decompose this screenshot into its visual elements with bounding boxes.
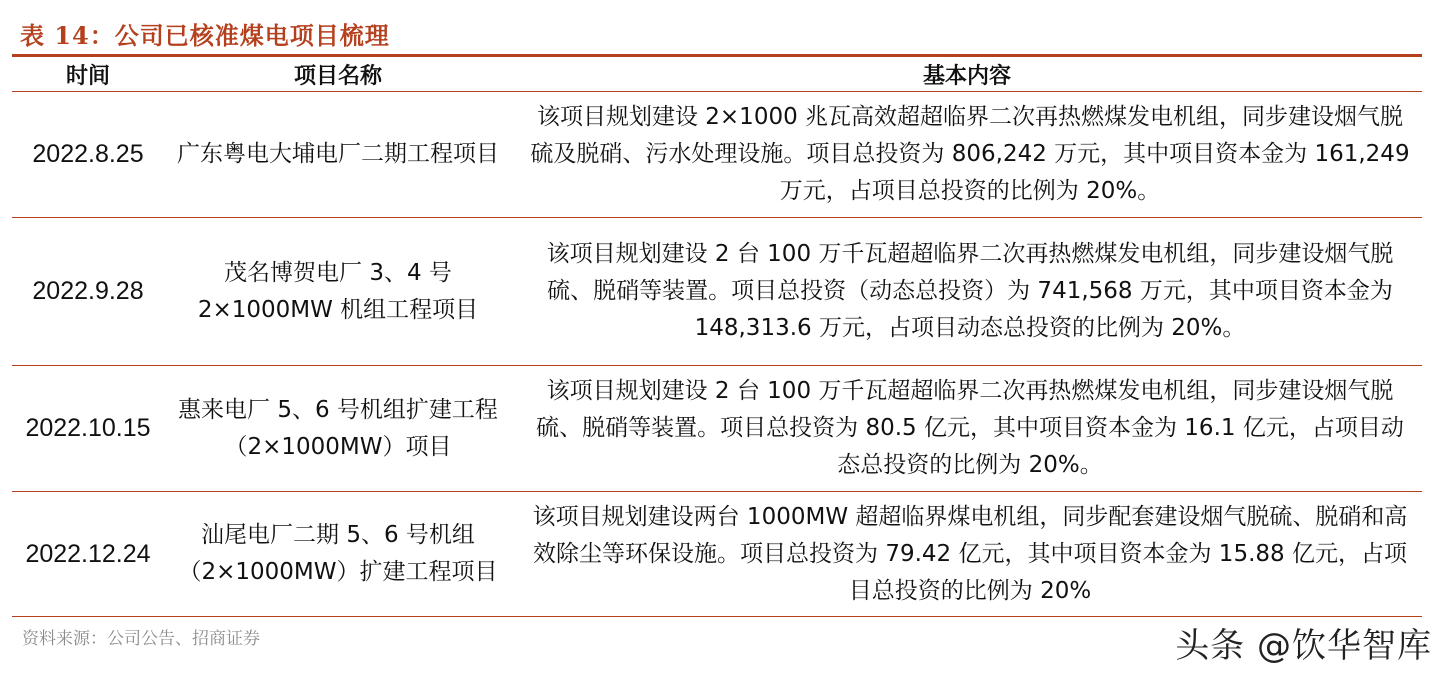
row-content: 该项目规划建设 2 台 100 万千瓦超超临界二次再热燃煤发电机组，同步建设烟气脱硫、脱硝等装置。项目总投资为 80.5 亿元，其中项目资本金为 16.1 亿元，占项目动态总投资的比例为 20%。 — [512, 366, 1422, 492]
table-row — [12, 492, 1422, 617]
row-date: 2022.8.25 — [12, 92, 164, 218]
row-date: 2022.9.28 — [12, 218, 164, 366]
coal-power-projects-table — [12, 57, 1422, 617]
source-note: 资料来源：公司公告、招商证券 — [22, 629, 260, 649]
header-content: 基本内容 — [512, 57, 1422, 92]
header-time: 时间 — [12, 57, 164, 92]
row-content: 该项目规划建设 2×1000 兆瓦高效超超临界二次再热燃煤发电机组，同步建设烟气脱硫及脱硝、污水处理设施。项目总投资为 806,242 万元，其中项目资本金为 161,249 万元，占项目总投资的比例为 20%。 — [512, 92, 1422, 218]
header-project-name: 项目名称 — [164, 57, 512, 92]
row-date: 2022.12.24 — [12, 492, 164, 617]
row-project-name: 广东粤电大埔电厂二期工程项目 — [164, 92, 512, 218]
row-date: 2022.10.15 — [12, 366, 164, 492]
row-project-name: 惠来电厂 5、6 号机组扩建工程（2×1000MW）项目 — [164, 366, 512, 492]
watermark: 头条 @饮华智库 — [1175, 626, 1432, 666]
row-project-name: 汕尾电厂二期 5、6 号机组（2×1000MW）扩建工程项目 — [164, 492, 512, 617]
table-row — [12, 92, 1422, 218]
table-row — [12, 218, 1422, 366]
row-content: 该项目规划建设两台 1000MW 超超临界煤电机组，同步配套建设烟气脱硫、脱硝和高效除尘等环保设施。项目总投资为 79.42 亿元，其中项目资本金为 15.88 亿元，占项目总投资的比例为 20% — [512, 492, 1422, 617]
table-title: 表 14：公司已核准煤电项目梳理 — [20, 21, 390, 50]
table-row — [12, 366, 1422, 492]
row-content: 该项目规划建设 2 台 100 万千瓦超超临界二次再热燃煤发电机组，同步建设烟气脱硫、脱硝等装置。项目总投资（动态总投资）为 741,568 万元，其中项目资本金为 148,313.6 万元，占项目动态总投资的比例为 20%。 — [512, 218, 1422, 366]
row-project-name: 茂名博贺电厂 3、4 号 2×1000MW 机组工程项目 — [164, 218, 512, 366]
table-header-row — [12, 57, 1422, 92]
